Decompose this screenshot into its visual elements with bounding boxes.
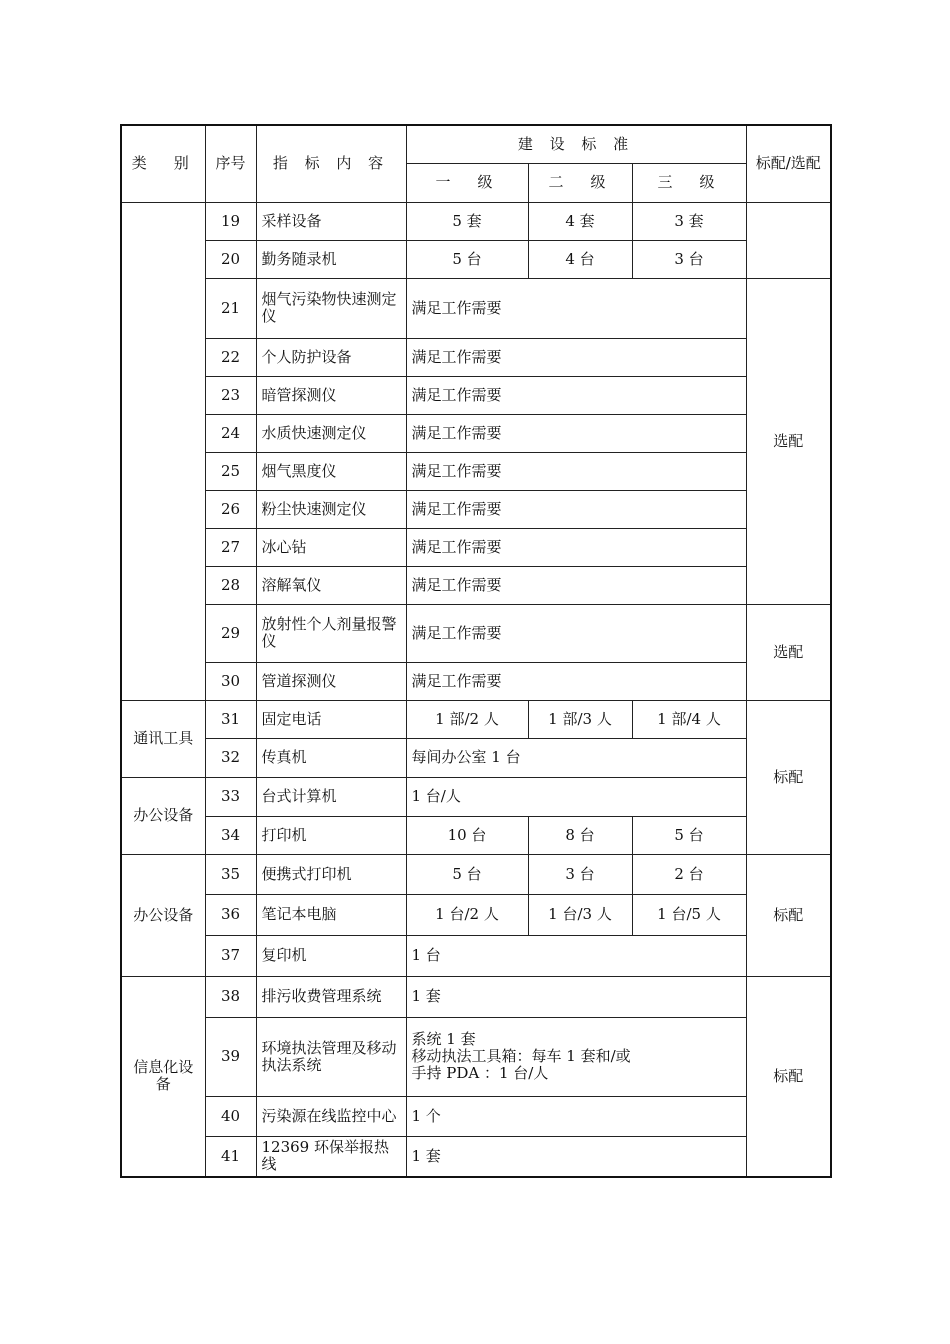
table-row bbox=[121, 854, 831, 894]
row-no: 29 bbox=[205, 604, 256, 662]
row-no: 38 bbox=[205, 976, 256, 1017]
row-name: 固定电话 bbox=[256, 700, 406, 738]
row-name: 传真机 bbox=[256, 738, 406, 777]
config-standard: 标配 bbox=[746, 854, 831, 976]
row-standard: 1 个 bbox=[406, 1096, 746, 1136]
row-standard: 1 套 bbox=[406, 976, 746, 1017]
row-standard-multiline bbox=[406, 1017, 746, 1096]
header-level1: 一 级 bbox=[406, 163, 528, 202]
row-level2: 4 台 bbox=[528, 240, 632, 278]
row-standard: 满足工作需要 bbox=[406, 604, 746, 662]
row-level2: 1 台/3 人 bbox=[528, 894, 632, 935]
row-standard: 满足工作需要 bbox=[406, 566, 746, 604]
row-no: 19 bbox=[205, 202, 256, 240]
row-name: 烟气黑度仪 bbox=[256, 452, 406, 490]
table-row bbox=[121, 1096, 831, 1136]
row-no: 32 bbox=[205, 738, 256, 777]
row-no: 21 bbox=[205, 278, 256, 338]
row-level3: 5 台 bbox=[632, 816, 746, 854]
row-level3: 3 套 bbox=[632, 202, 746, 240]
table-row bbox=[121, 777, 831, 816]
table-row bbox=[121, 935, 831, 976]
header-seq: 序号 bbox=[205, 125, 256, 202]
category-office: 办公设备 bbox=[121, 854, 205, 976]
row-standard: 满足工作需要 bbox=[406, 338, 746, 376]
row-no: 26 bbox=[205, 490, 256, 528]
row-no: 35 bbox=[205, 854, 256, 894]
standard-line: 系统 1 套 bbox=[411, 1030, 476, 1048]
row-name: 溶解氧仪 bbox=[256, 566, 406, 604]
row-level2: 1 部/3 人 bbox=[528, 700, 632, 738]
row-no: 20 bbox=[205, 240, 256, 278]
config-standard: 标配 bbox=[746, 700, 831, 854]
row-no: 41 bbox=[205, 1136, 256, 1177]
row-no: 27 bbox=[205, 528, 256, 566]
row-standard: 1 套 bbox=[406, 1136, 746, 1177]
config-standard: 标配 bbox=[746, 976, 831, 1177]
row-standard: 满足工作需要 bbox=[406, 278, 746, 338]
row-name: 排污收费管理系统 bbox=[256, 976, 406, 1017]
table-row bbox=[121, 976, 831, 1017]
category-info: 信息化设备 bbox=[121, 976, 205, 1177]
row-standard: 每间办公室 1 台 bbox=[406, 738, 746, 777]
row-standard: 1 台 bbox=[406, 935, 746, 976]
table-row bbox=[121, 202, 831, 240]
category-cell-blank bbox=[121, 202, 205, 700]
row-level1: 1 部/2 人 bbox=[406, 700, 528, 738]
table-row bbox=[121, 738, 831, 777]
table-row bbox=[121, 490, 831, 528]
row-standard: 满足工作需要 bbox=[406, 452, 746, 490]
header-level3: 三 级 bbox=[632, 163, 746, 202]
table-row bbox=[121, 662, 831, 700]
category-comm: 通讯工具 bbox=[121, 700, 205, 777]
table-row bbox=[121, 1136, 831, 1177]
table-row bbox=[121, 894, 831, 935]
table-row bbox=[121, 816, 831, 854]
header-config: 标配/选配 bbox=[746, 125, 831, 202]
row-level2: 8 台 bbox=[528, 816, 632, 854]
table-row bbox=[121, 452, 831, 490]
row-no: 31 bbox=[205, 700, 256, 738]
row-name: 便携式打印机 bbox=[256, 854, 406, 894]
equipment-standards-page bbox=[120, 124, 830, 1178]
row-no: 23 bbox=[205, 376, 256, 414]
table-row bbox=[121, 604, 831, 662]
table-row bbox=[121, 338, 831, 376]
row-standard: 满足工作需要 bbox=[406, 490, 746, 528]
row-no: 33 bbox=[205, 777, 256, 816]
row-name: 12369 环保举报热线 bbox=[256, 1136, 406, 1177]
standard-line: 手持 PDA ：1 台/人 bbox=[411, 1064, 549, 1082]
row-name: 烟气污染物快速测定仪 bbox=[256, 278, 406, 338]
header-level2: 二 级 bbox=[528, 163, 632, 202]
row-name: 个人防护设备 bbox=[256, 338, 406, 376]
row-no: 30 bbox=[205, 662, 256, 700]
row-no: 34 bbox=[205, 816, 256, 854]
table-row bbox=[121, 240, 831, 278]
row-name: 采样设备 bbox=[256, 202, 406, 240]
row-level3: 1 台/5 人 bbox=[632, 894, 746, 935]
row-level1: 5 台 bbox=[406, 854, 528, 894]
row-name: 暗管探测仪 bbox=[256, 376, 406, 414]
header-standard: 建 设 标 准 bbox=[406, 125, 746, 163]
row-level3: 1 部/4 人 bbox=[632, 700, 746, 738]
table-row bbox=[121, 278, 831, 338]
row-level2: 3 台 bbox=[528, 854, 632, 894]
row-name: 复印机 bbox=[256, 935, 406, 976]
row-name: 污染源在线监控中心 bbox=[256, 1096, 406, 1136]
row-name: 笔记本电脑 bbox=[256, 894, 406, 935]
row-standard: 满足工作需要 bbox=[406, 528, 746, 566]
row-level1: 5 套 bbox=[406, 202, 528, 240]
table-row bbox=[121, 376, 831, 414]
row-no: 28 bbox=[205, 566, 256, 604]
row-standard: 满足工作需要 bbox=[406, 662, 746, 700]
row-name: 水质快速测定仪 bbox=[256, 414, 406, 452]
table-row bbox=[121, 1017, 831, 1096]
header-category: 类 别 bbox=[121, 125, 205, 202]
row-name: 冰心钻 bbox=[256, 528, 406, 566]
row-level3: 3 台 bbox=[632, 240, 746, 278]
row-no: 40 bbox=[205, 1096, 256, 1136]
header-indicator: 指 标 内 容 bbox=[256, 125, 406, 202]
table-row bbox=[121, 566, 831, 604]
row-standard: 满足工作需要 bbox=[406, 376, 746, 414]
row-name: 台式计算机 bbox=[256, 777, 406, 816]
row-no: 24 bbox=[205, 414, 256, 452]
row-name: 环境执法管理及移动执法系统 bbox=[256, 1017, 406, 1096]
row-level2: 4 套 bbox=[528, 202, 632, 240]
row-level1: 5 台 bbox=[406, 240, 528, 278]
row-no: 22 bbox=[205, 338, 256, 376]
row-standard: 1 台/人 bbox=[406, 777, 746, 816]
table-row bbox=[121, 700, 831, 738]
row-no: 36 bbox=[205, 894, 256, 935]
row-name: 放射性个人剂量报警仪 bbox=[256, 604, 406, 662]
standard-line: 移动执法工具箱：每车 1 套和/或 bbox=[411, 1047, 631, 1065]
row-name: 打印机 bbox=[256, 816, 406, 854]
row-name: 勤务随录机 bbox=[256, 240, 406, 278]
config-optional: 选配 bbox=[746, 604, 831, 700]
row-level1: 1 台/2 人 bbox=[406, 894, 528, 935]
table-row bbox=[121, 528, 831, 566]
table-row bbox=[121, 414, 831, 452]
row-level1: 10 台 bbox=[406, 816, 528, 854]
row-name: 管道探测仪 bbox=[256, 662, 406, 700]
row-standard: 满足工作需要 bbox=[406, 414, 746, 452]
category-office: 办公设备 bbox=[121, 777, 205, 854]
equipment-standards-table bbox=[120, 124, 832, 1178]
config-cell-blank bbox=[746, 202, 831, 278]
row-no: 39 bbox=[205, 1017, 256, 1096]
row-no: 37 bbox=[205, 935, 256, 976]
row-name: 粉尘快速测定仪 bbox=[256, 490, 406, 528]
row-level3: 2 台 bbox=[632, 854, 746, 894]
config-optional: 选配 bbox=[746, 278, 831, 604]
row-no: 25 bbox=[205, 452, 256, 490]
